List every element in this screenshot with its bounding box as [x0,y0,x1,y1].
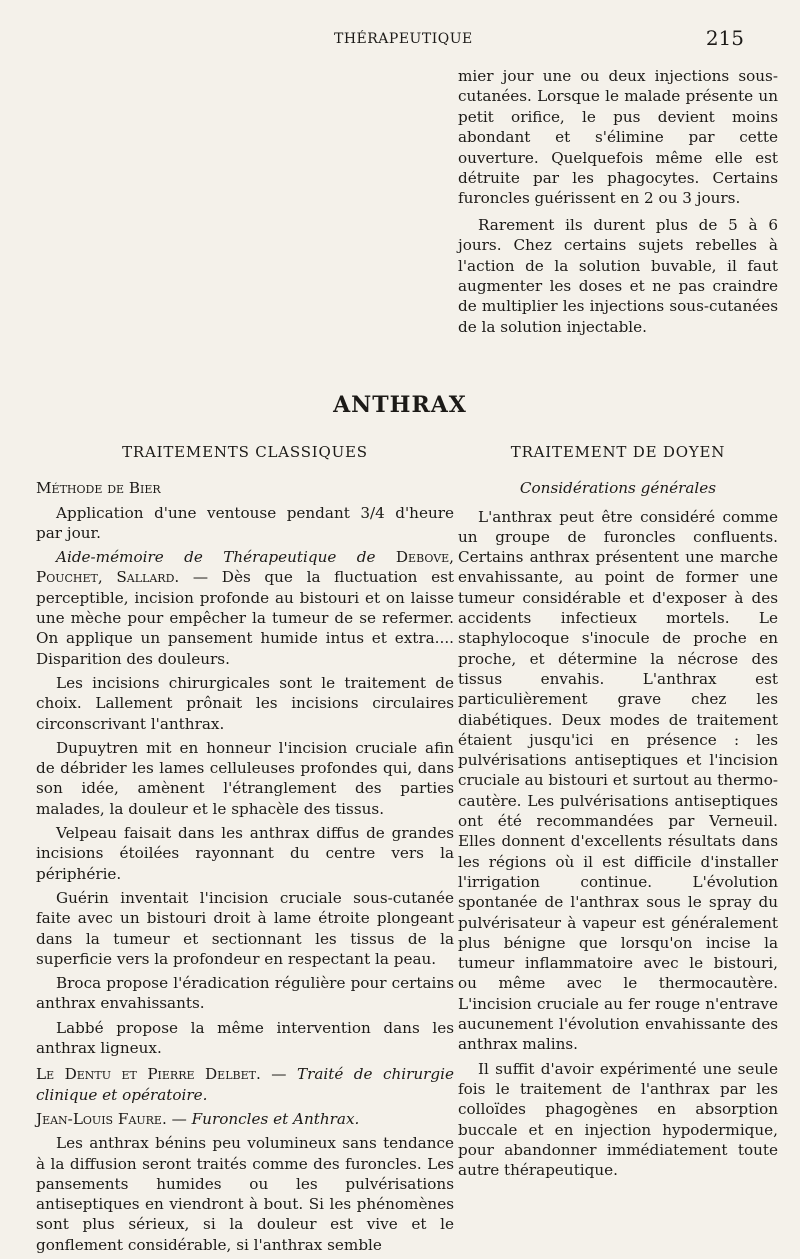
left-column-heading: TRAITEMENTS CLASSIQUES [122,443,368,461]
bier-text: Application d'une ventouse pendant 3/4 d'heure par jour. [36,503,454,542]
continuation-paragraph-1: mier jour une ou deux injections sous-cutanées. Lorsque le malade présente un petit orifice, le pus devient moins abondant et s'élimine par cette ouverture. Quelquefois même elle est détruite par les phagocytes. Certains furoncles guérissent en 2 ou 3 jours. [458,67,778,208]
running-head-title: THÉRAPEUTIQUE [334,31,473,47]
running-head [0,28,800,52]
reference-faure-author: Jean-Louis Faure. [36,1109,167,1128]
right-subheading: Considérations générales [519,479,717,498]
right-column-heading: TRAITEMENT DE DOYEN [510,443,726,461]
reference-faure-work: Furoncles et Anthrax. [191,1109,360,1128]
aide-memoire-authors: Debove, Pouchet, Sallard. [36,548,454,587]
continuation-text [458,66,778,337]
reference-le-dentu: Le Dentu et Pierre Delbet. — Traité de chirurgie clinique et opératoire. [36,1065,454,1104]
velpeau-paragraph: Velpeau faisait dans les anthrax diffus de grandes incisions étoilées rayonnant du centre vers la périphérie. [36,824,454,883]
doyen-paragraph-1: L'anthrax peut être considéré comme un groupe de furoncles confluents. Certains anthrax présentent une marche envahissante, au point de former une tumeur considérable et d'exposer à des accidents infectieux mortels. Le staphylocoque s'inocule de proche en proche, et détermine la nécrose des tissus envahis. L'anthrax est particulièrement grave chez les diabétiques. Deux modes de traitement étaient jusqu'ici en présence : les pulvérisations antiseptiques et l'incision cruciale au bistouri et surtout au thermo-cautère. Les pulvérisations antiseptiques ont été recommandées par Verneuil. Elles donnent d'excellents résultats dans les régions où il est difficile d'installer l'irrigation continue. L'évolution spontanée de l'anthrax sous le spray du pulvérisateur à vapeur est généralement plus bénigne que lorsqu'on incise la tumeur inflammatoire avec le bistouri, ou même avec le thermocautère. L'incision cruciale au fer rouge n'entrave aucunement l'évolution envahissante des anthrax malins. [458,507,778,1054]
dupuytren-paragraph: Dupuytren mit en honneur l'incision cruciale afin de débrider les lames celluleuses profondes qui, dans son idée, amènent l'étranglement des parties malades, la douleur et le sphacèle des tissus. [36,738,454,818]
right-column [458,442,778,1184]
aide-memoire-text: — Dès que la fluctuation est perceptible, incision profonde au bistouri et on laisse une mèche pour empêcher la tumeur de se refermer. On applique un pansement humide intus et extra.... Disparition des douleurs. [36,568,454,668]
labbe-paragraph: Labbé propose la même intervention dans les anthrax ligneux. [36,1018,454,1058]
section-title: ANTHRAX [333,392,467,418]
reference-le-dentu-authors: Le Dentu et Pierre Delbet. [36,1065,261,1084]
broca-paragraph: Broca propose l'éradication régulière pour certains anthrax envahissants. [36,974,454,1013]
reference-faure: Jean-Louis Faure. — Furoncles et Anthrax. [36,1109,360,1128]
aide-memoire-paragraph [36,547,454,669]
reference-le-dentu-work: Traité de chirurgie clinique et opératoire. [36,1065,454,1104]
faure-paragraph: Les anthrax bénins peu volumineux sans tendance à la diffusion seront traités comme des furoncles. Les pansements humides ou les pulvérisations antiseptiques en viendront à bout. Si les phénomènes sont plus sérieux, si la douleur est vive et le gonflement considérable, si l'anthrax semble [36,1134,454,1254]
aide-memoire-title: Aide-mémoire de Thérapeutique de [56,548,376,567]
guerin-paragraph: Guérin inventait l'incision cruciale sous-cutanée faite avec un bistouri droit à lame étroite plongeant dans la tumeur et sectionnant les tissus de la superficie vers la profondeur en respectant la peau. [36,888,454,968]
continuation-paragraph-2: Rarement ils durent plus de 5 à 6 jours. Chez certains sujets rebelles à l'action de la solution buvable, il faut augmenter les doses et ne pas craindre de multiplier les injections sous-cutanées de la solution injectable. [458,215,778,336]
left-column [36,442,454,1259]
page-number: 215 [705,26,744,50]
incisions-paragraph: Les incisions chirurgicales sont le traitement de choix. Lallement prônait les incisions circulaires circonscrivant l'anthrax. [36,673,454,733]
bier-title: Méthode de Bier [36,479,161,498]
doyen-paragraph-2: Il suffit d'avoir expérimenté une seule fois le traitement de l'anthrax par les colloïdes phagogènes en absorption buccale et en injection hypodermique, pour abandonner immédiatement toute autre thérapeutique. [458,1059,778,1180]
